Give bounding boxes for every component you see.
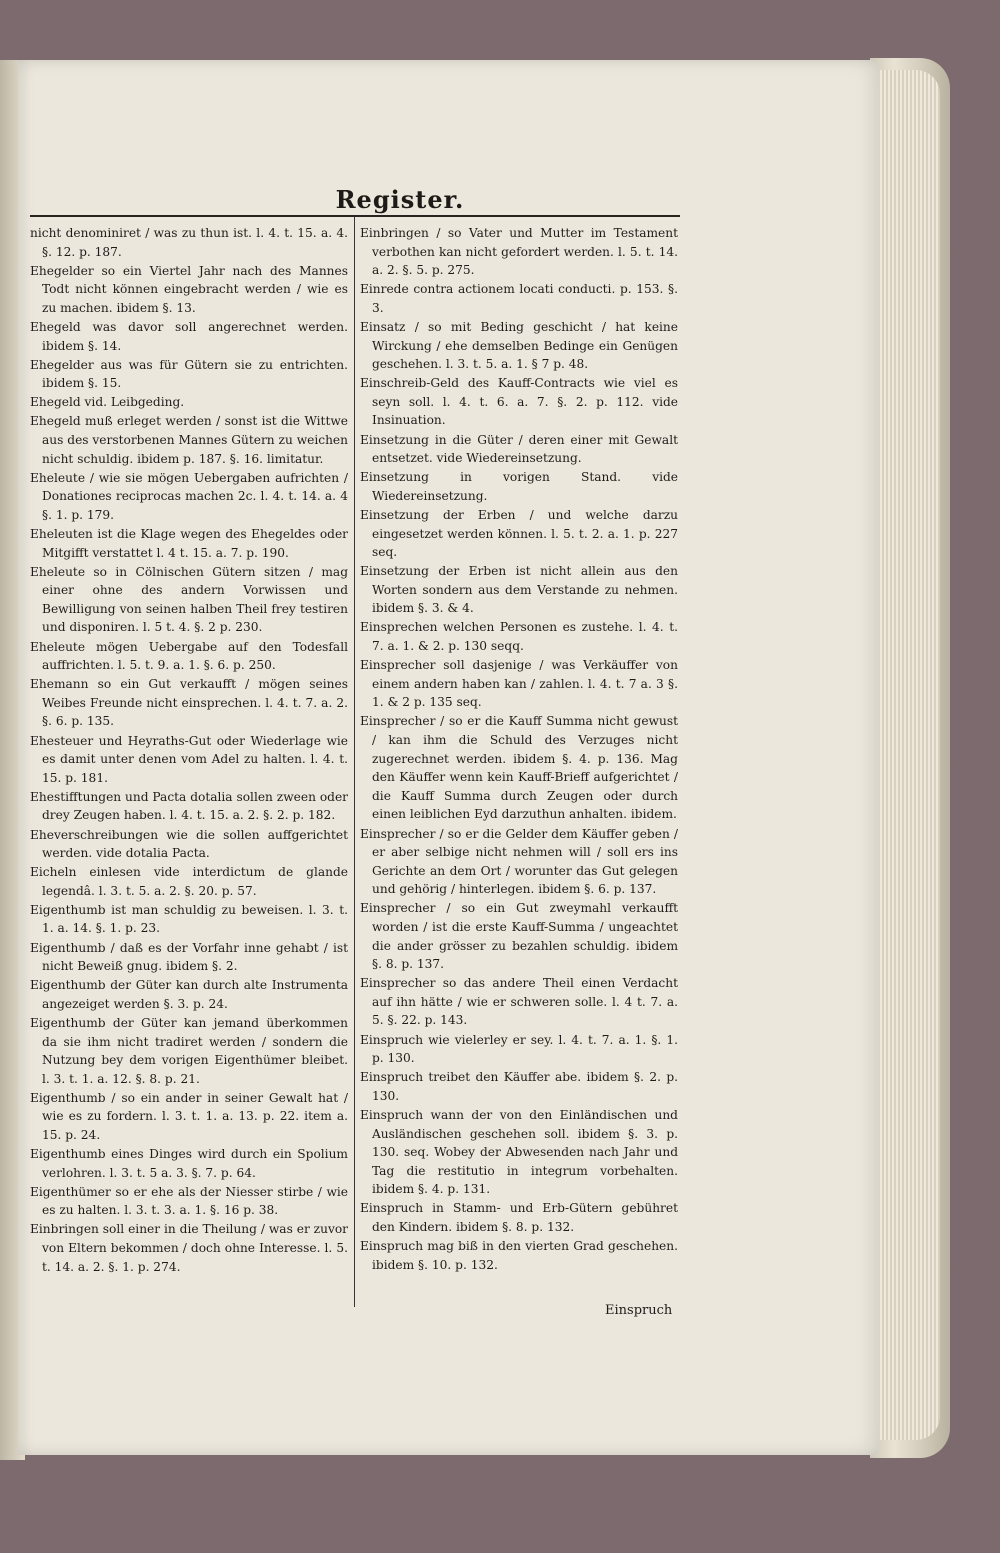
book-page-stack [880, 70, 940, 1440]
index-entry: Einspruch wie vielerley er sey. l. 4. t. 7. a. 1. §. 1. p. 130. [360, 1032, 678, 1066]
left-column [30, 224, 348, 1277]
index-entry: Einspruch treibet den Käuffer abe. ibidem §. 2. p. 130. [360, 1070, 678, 1103]
header-rule [30, 215, 680, 217]
index-entry: Einbringen soll einer in die Theilung / was er zuvor von Eltern bekommen / doch ohne Interesse. l. 5. t. 14. a. 2. §. 1. p. 274. [30, 1222, 348, 1274]
index-entry: Ehegeld muß erleget werden / sonst ist die Wittwe aus des verstorbenen Mannes Gütern zu weichen nicht schuldig. ibidem p. 187. §. 16. limitatur. [30, 414, 348, 466]
index-entry: Einspruch in Stamm- und Erb-Gütern gebühret den Kindern. ibidem §. 8. p. 132. [360, 1201, 678, 1234]
index-entry: Eigenthumb der Güter kan jemand überkommen da sie ihm nicht tradiret werden / sondern die Nutzung bey dem vorigen Eigenthümer bleibet. l. 3. t. 1. a. 12. §. 8. p. 21. [30, 1015, 348, 1086]
index-entry: Eheleute so in Cölnischen Gütern sitzen / mag einer ohne des andern Vorwissen und Bewilligung von seinen halben Theil frey testiren und disponiren. l. 5 t. 4. §. 2 p. 230. [30, 564, 348, 635]
index-entry: Einspruch mag biß in den vierten Grad geschehen. ibidem §. 10. p. 132. [360, 1239, 678, 1272]
catchword: Einspruch [605, 1303, 673, 1318]
index-entry: nicht denominiret / was zu thun ist. l. 4. t. 15. a. 4. §. 12. p. 187. [30, 226, 348, 259]
index-entry: Eheleute mögen Uebergabe auf den Todesfall auffrichten. l. 5. t. 9. a. 1. §. 6. p. 250. [30, 639, 348, 673]
index-entry: Eicheln einlesen vide interdictum de glande legendâ. l. 3. t. 5. a. 2. §. 20. p. 57. [30, 865, 348, 898]
right-column [360, 224, 678, 1275]
index-entry: Ehegeld was davor soll angerechnet werden. ibidem §. 14. [30, 319, 348, 353]
index-entry: Einsetzung in die Güter / deren einer mit Gewalt entsetzet. vide Wiedereinsetzung. [360, 432, 678, 466]
index-entry: Einsprecher so das andere Theil einen Verdacht auf ihn hätte / wie er schweren solle. l. 4 t. 7. a. 5. §. 22. p. 143. [360, 976, 678, 1028]
index-entry: Ehegeld vid. Leibgeding. [30, 395, 185, 410]
index-entry: Eigenthümer so er ehe als der Niesser stirbe / wie es zu halten. l. 3. t. 3. a. 1. §. 16 p. 38. [30, 1184, 348, 1218]
index-entry: Einsatz / so mit Beding geschicht / hat keine Wirckung / ehe demselben Bedinge ein Genügen geschehen. l. 3. t. 5. a. 1. § 7 p. 48. [360, 319, 678, 372]
index-entry: Eigenthumb eines Dinges wird durch ein Spolium verlohren. l. 3. t. 5 a. 3. §. 7. p. 64. [30, 1147, 348, 1180]
index-entry: Einschreib-Geld des Kauff-Contracts wie viel es seyn soll. l. 4. t. 6. a. 7. §. 2. p. 112. vide Insinuation. [360, 376, 678, 428]
index-entry: Eheleute / wie sie mögen Uebergaben aufrichten / Donationes reciprocas machen 2c. l. 4. t. 14. a. 4 §. 1. p. 179. [30, 470, 348, 522]
index-entry: Einsprecher / so ein Gut zweymahl verkaufft worden / ist die erste Kauff-Summa / ungeachtet die ander grösser zu bezahlen schuldig. ibidem §. 8. p. 137. [360, 901, 678, 972]
page-header: Register. [335, 185, 465, 214]
index-entry: Einsprecher / so er die Kauff Summa nicht gewust / kan ihm die Schuld des Verzuges nicht zugerechnet werden. ibidem §. 4. p. 136. Mag den Käuffer wenn kein Kauff-Brieff aufgerichtet / die Kauff Summa durch Zeugen oder durch einen leiblichen Eyd darzuthun anhalten. ibidem. [360, 714, 678, 822]
index-entry: Ehesteuer und Heyraths-Gut oder Wiederlage wie es damit unter denen vom Adel zu halten. l. 4. t. 15. p. 181. [30, 733, 348, 785]
index-entry: Einsetzung in vorigen Stand. vide Wiedereinsetzung. [360, 470, 678, 503]
index-entry: Eigenthumb / daß es der Vorfahr inne gehabt / ist nicht Beweiß gnug. ibidem §. 2. [30, 940, 348, 974]
index-entry: Ehemann so ein Gut verkaufft / mögen seines Weibes Freunde nicht einsprechen. l. 4. t. 7. a. 2. §. 6. p. 135. [30, 677, 348, 729]
index-entry: Eigenthumb der Güter kan durch alte Instrumenta angezeiget werden §. 3. p. 24. [30, 978, 348, 1011]
index-entry: Eigenthumb ist man schuldig zu beweisen. l. 3. t. 1. a. 14. §. 1. p. 23. [30, 902, 348, 936]
index-entry: Einbringen / so Vater und Mutter im Testament verbothen kan nicht gefordert werden. l. 5. t. 14. a. 2. §. 5. p. 275. [360, 226, 678, 278]
index-entry: Einsetzung der Erben ist nicht allein aus den Worten sondern aus dem Verstande zu nehmen. ibidem §. 3. & 4. [360, 564, 678, 616]
index-entry: Einsprecher / so er die Gelder dem Käuffer geben / er aber selbige nicht nehmen will / soll ers ins Gerichte an dem Ort / worunter das Gut gelegen und gehörig / hinterlegen. ibidem §. 6. p. 137. [360, 826, 678, 897]
index-entry: Einsetzung der Erben / und welche darzu eingesetzet werden können. l. 5. t. 2. a. 1. p. 227 seq. [360, 507, 678, 560]
index-entry: Einspruch wann der von den Einländischen und Ausländischen geschehen soll. ibidem §. 3. p. 130. seq. Wobey der Abwesenden nach Jahr und Tag die restitutio in integrum vorbehalten. ibidem §. 4. p. 131. [360, 1107, 678, 1197]
index-entry: Ehegelder aus was für Gütern sie zu entrichten. ibidem §. 15. [30, 357, 348, 391]
index-entry: Einrede contra actionem locati conducti. p. 153. §. 3. [360, 282, 678, 315]
index-entry: Eigenthumb / so ein ander in seiner Gewalt hat / wie es zu fordern. l. 3. t. 1. a. 13. p. 22. item a. 15. p. 24. [30, 1090, 348, 1142]
index-entry: Eheleuten ist die Klage wegen des Ehegeldes oder Mitgifft verstattet l. 4 t. 15. a. 7. p. 190. [30, 527, 348, 560]
index-entry: Eheverschreibungen wie die sollen auffgerichtet werden. vide dotalia Pacta. [30, 827, 348, 861]
index-entry: Ehegelder so ein Viertel Jahr nach des Mannes Todt nicht können eingebracht werden / wie es zu machen. ibidem §. 13. [30, 263, 348, 315]
index-entry: Einsprecher soll dasjenige / was Verkäuffer von einem andern haben kan / zahlen. l. 4. t. 7 a. 3 §. 1. & 2 p. 135 seq. [360, 658, 678, 710]
index-entry: Ehestifftungen und Pacta dotalia sollen zween oder drey Zeugen haben. l. 4. t. 15. a. 2. §. 2. p. 182. [30, 789, 348, 823]
index-entry: Einsprechen welchen Personen es zustehe. l. 4. t. 7. a. 1. & 2. p. 130 seqq. [360, 620, 678, 654]
column-divider [354, 217, 355, 1307]
